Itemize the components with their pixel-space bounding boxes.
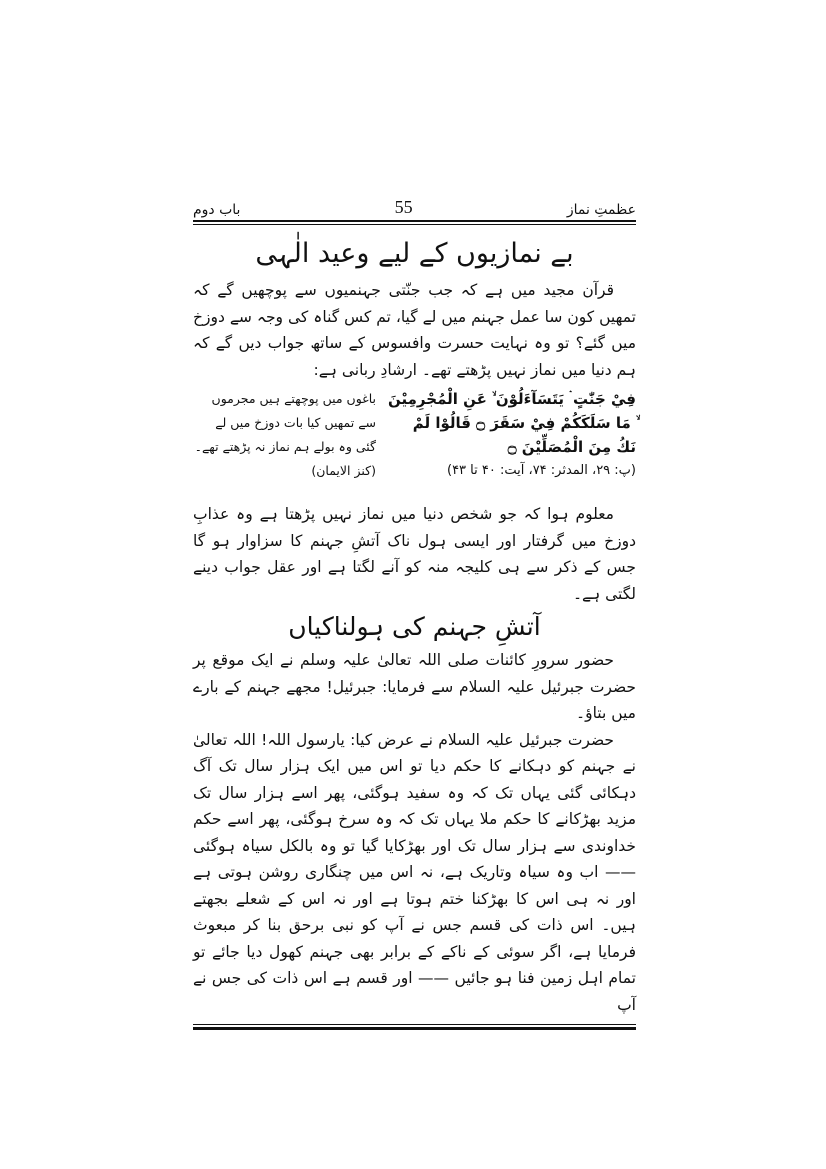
hadith-paragraph-2: حضرت جبرئیل علیہ السلام نے عرض کیا: یارسول اللہ! اللہ تعالیٰ نے جہنم کو دہکانے کا حکم دیا تو اس میں ایک ہزار سال تک آگ دہکائی گئی یہاں تک کہ وہ سفید ہوگئی، پھر اسے ہزار سال تک مزید بھڑکانے کا حکم ملا یہاں تک کہ وہ سرخ ہوگئی، پھر اسے حکم خداوندی سے ہزار سال تک اور بھڑکایا گیا تو وہ بالکل سیاہ ہوگئی —— اب وہ سیاہ وتاریک ہے، نہ اس میں چنگاری روشن ہوتی ہے اور نہ ہی اس کا بھڑکنا ختم ہوتا ہے اور نہ اس کے شعلے بجھتے ہیں۔ اس ذات کی قسم جس نے آپ کو نبی برحق بنا کر مبعوث فرمایا ہے، اگر سوئی کے ناکے کے برابر بھی جہنم کھول دیا جائے تو تمام اہل زمین فنا ہو جائیں —— اور قسم ہے اس ذات کی جس نے آپ bbox=[193, 730, 636, 1014]
verse-reference: (پ: ۲۹، المدثر: ۷۴، آیت: ۴۰ تا ۴۳) bbox=[446, 463, 636, 478]
page-header bbox=[193, 192, 636, 218]
chapter-label: باب دوم bbox=[193, 202, 241, 218]
section-heading-2: آتشِ جہنم کی ہولناکیاں bbox=[288, 612, 541, 641]
verse-translation: باغوں میں پوچھتے ہیں مجرموں سے تمھیں کیا بات دوزخ میں لے گئی وہ بولے ہم نماز نہ پڑھتے تھے۔ (کنز الایمان) bbox=[194, 391, 376, 478]
section-heading: بے نمازیوں کے لیے وعید الٰہی bbox=[255, 238, 574, 269]
quran-verse bbox=[388, 387, 636, 483]
book-page bbox=[193, 192, 636, 1030]
page-number: 55 bbox=[394, 197, 413, 217]
verse-arabic: فِيْ جَنّٰتٍ ۛ يَتَسَآءَلُوْنَ ۙ عَنِ الْمُجْرِمِيْنَ ۙ مَا سَلَكَكُمْ فِيْ سَقَرَ ۝ قَالُوْا لَمْ نَكُ مِنَ الْمُصَلِّيْنَ ۝ bbox=[388, 390, 636, 456]
header-rule bbox=[193, 220, 636, 225]
conclusion-paragraph: معلوم ہوا کہ جو شخص دنیا میں نماز نہیں پڑھتا ہے وہ عذابِ دوزخ میں گرفتار اور ایسی ہول ناک آتشِ جہنم کا سزاوار ہو گا جس کے ذکر سے ہی کلیجہ منہ کو آنے لگتا ہے اور عقل جواب دینے لگتی ہے۔ bbox=[193, 505, 636, 603]
intro-paragraph: قرآن مجید میں ہے کہ جب جنّتی جہنمیوں سے پوچھیں گے کہ تمھیں کون سا عمل جہنم میں لے گیا، تم کس گناہ کی وجہ سے دوزخ میں گئے؟ تو وہ نہایت حسرت وافسوس کے ساتھ جواب دیں گے کہ ہم دنیا میں نماز نہیں پڑھتے تھے۔ ارشادِ ربانی ہے: bbox=[193, 281, 636, 379]
footer-rule bbox=[193, 1024, 636, 1030]
book-title: عظمتِ نماز bbox=[566, 202, 636, 218]
verse-block bbox=[193, 387, 636, 483]
hadith-paragraph-1: حضور سرورِ کائنات صلی اللہ تعالیٰ علیہ وسلم نے ایک موقع پر حضرت جبرئیل علیہ السلام سے فرمایا: جبرئیل! مجھے جہنم کے بارے میں بتاؤ۔ bbox=[193, 651, 636, 722]
